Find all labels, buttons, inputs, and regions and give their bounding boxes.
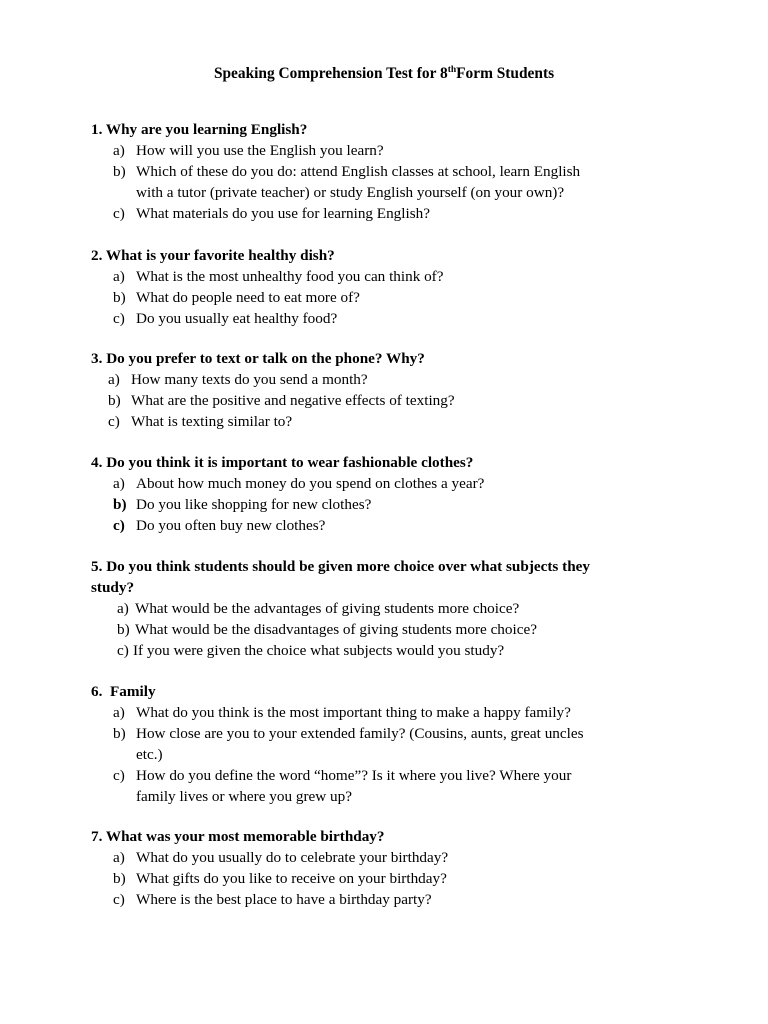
option-text: etc.) [136, 746, 163, 763]
title-superscript: th [447, 65, 457, 75]
question-text: study? [91, 579, 135, 596]
page-title [0, 64, 768, 86]
question-number: 1. [91, 121, 103, 138]
question-7 [91, 826, 691, 847]
option-text: What do people need to eat more of? [136, 289, 360, 306]
question-number: 7. [91, 828, 103, 845]
question-text: Do you think it is important to wear fashionable clothes? [106, 454, 474, 471]
question-number: 4. [91, 454, 103, 471]
question-4 [91, 452, 691, 473]
option-marker: b) [113, 289, 126, 306]
option-marker: b) [113, 163, 126, 180]
option-text: How do you define the word “home”? Is it where you live? Where your [136, 767, 572, 784]
title-text: Speaking Comprehension Test for 8 [213, 65, 448, 82]
option-text: family lives or where you grew up? [136, 788, 352, 805]
option-marker: b) [113, 496, 127, 513]
option-marker: c) [113, 767, 125, 784]
option-text: What would be the disadvantages of giving students more choice? [135, 621, 537, 638]
option-marker: c) [113, 891, 125, 908]
option-text: What is texting similar to? [131, 413, 293, 430]
option-text: How close are you to your extended family? (Cousins, aunts, great uncles [136, 725, 584, 742]
option-text: Where is the best place to have a birthday party? [136, 891, 432, 908]
option-marker: a) [108, 371, 120, 388]
option-marker: a) [113, 849, 125, 866]
option-marker: c) [113, 310, 125, 327]
question-1 [91, 119, 691, 140]
option-text: Do you often buy new clothes? [136, 517, 326, 534]
option-text: About how much money do you spend on clothes a year? [136, 475, 485, 492]
option-text: If you were given the choice what subjects would you study? [133, 642, 505, 659]
option-marker: c) [113, 205, 125, 222]
title-text-end: Form Students [456, 65, 555, 82]
question-number: 5. [91, 558, 103, 575]
option-text: What do you think is the most important thing to make a happy family? [136, 704, 571, 721]
question-2 [91, 245, 691, 266]
question-number: 2. [91, 247, 103, 264]
question-6 [91, 681, 691, 702]
question-5 [91, 556, 691, 577]
option-marker: c) [108, 413, 120, 430]
question-text: What is your favorite healthy dish? [105, 247, 335, 264]
option-marker: b) [113, 870, 126, 887]
option-text: What materials do you use for learning English? [136, 205, 430, 222]
question-5-continued [91, 577, 691, 598]
option-text: Do you like shopping for new clothes? [136, 496, 372, 513]
option-text: with a tutor (private teacher) or study English yourself (on your own)? [136, 184, 565, 201]
option-text: What are the positive and negative effects of texting? [131, 392, 455, 409]
question-text: Family [109, 683, 156, 700]
option-text: Which of these do you do: attend English classes at school, learn English [136, 163, 581, 180]
option-marker: a) [117, 600, 129, 617]
question-text: Do you prefer to text or talk on the phone? Why? [106, 350, 425, 367]
option-text: How many texts do you send a month? [131, 371, 368, 388]
option-text: How will you use the English you learn? [136, 142, 384, 159]
option-marker: a) [113, 142, 125, 159]
option-text: What would be the advantages of giving students more choice? [135, 600, 520, 617]
option-marker: a) [113, 268, 125, 285]
question-number: 6. [91, 683, 103, 700]
option-text: What gifts do you like to receive on your birthday? [136, 870, 447, 887]
question-text: What was your most memorable birthday? [105, 828, 385, 845]
option-marker: c) [113, 517, 125, 534]
option-marker: a) [113, 475, 125, 492]
option-text: What do you usually do to celebrate your birthday? [136, 849, 449, 866]
option-marker: b) [108, 392, 121, 409]
question-text: Do you think students should be given more choice over what subjects they [106, 558, 590, 575]
question-number: 3. [91, 350, 103, 367]
option-marker: b) [113, 725, 126, 742]
question-3 [91, 348, 691, 369]
option-marker: a) [113, 704, 125, 721]
option-marker: c) [117, 642, 129, 659]
option-text: Do you usually eat healthy food? [136, 310, 338, 327]
option-text: What is the most unhealthy food you can think of? [136, 268, 444, 285]
option-marker: b) [117, 621, 130, 638]
question-text: Why are you learning English? [105, 121, 308, 138]
